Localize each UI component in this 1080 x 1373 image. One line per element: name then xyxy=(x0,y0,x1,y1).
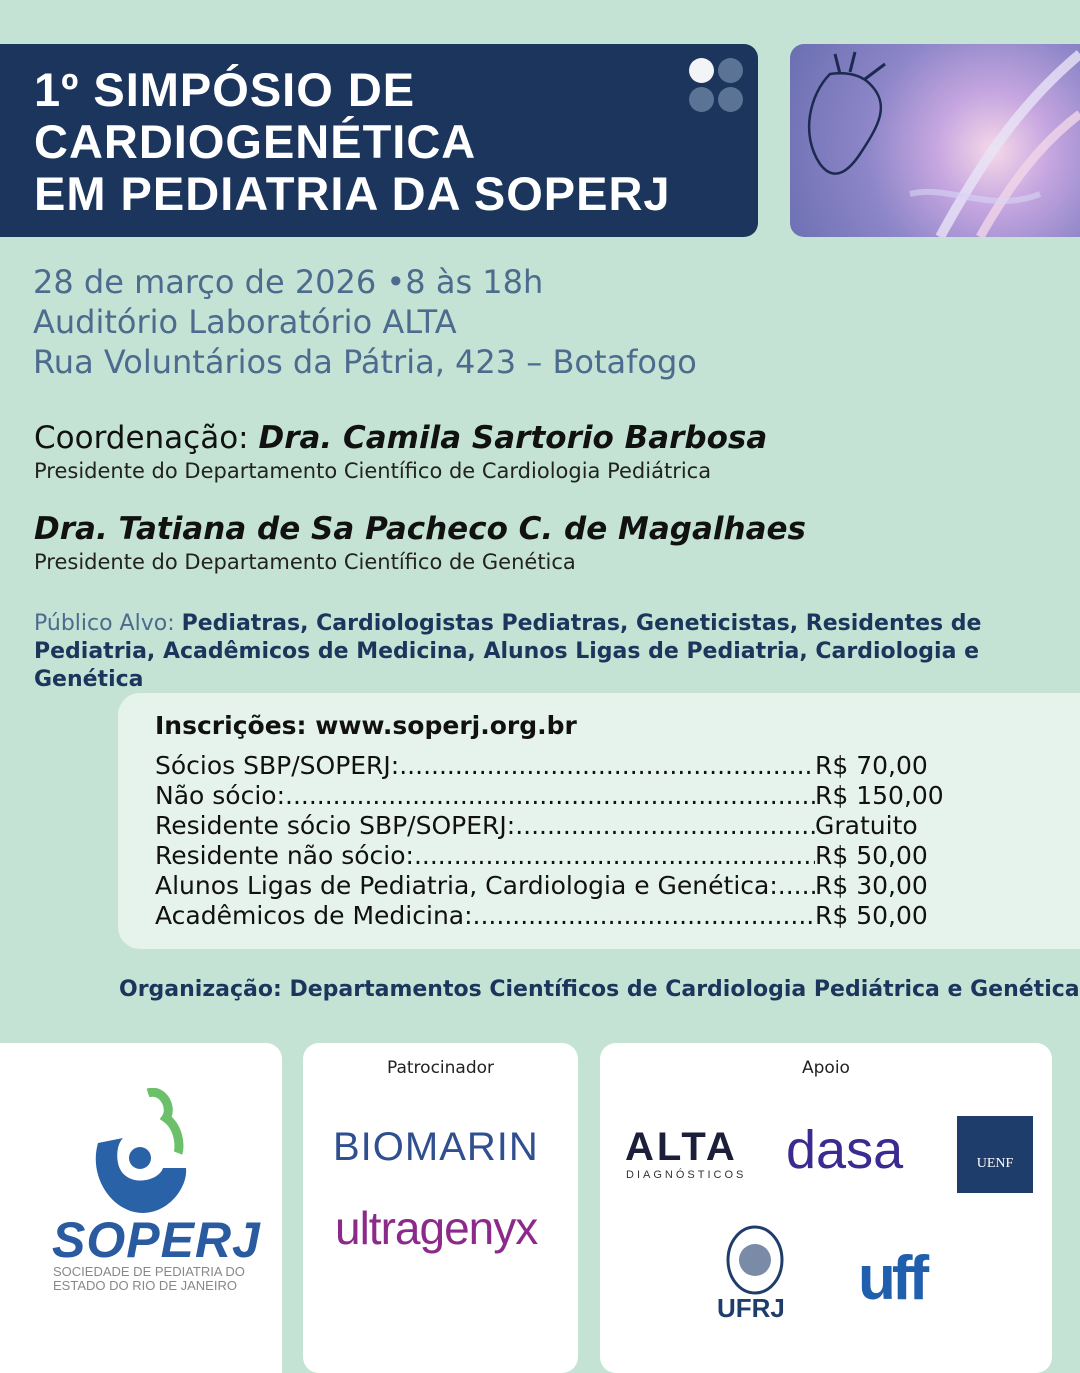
heart-dna-image xyxy=(790,44,1080,237)
price-value: R$ 50,00 xyxy=(815,841,928,870)
coordinator-name: Dra. Camila Sartorio Barbosa xyxy=(258,420,768,456)
alta-logo: ALTA xyxy=(625,1125,738,1169)
price-row xyxy=(155,901,945,931)
dots-decoration-icon xyxy=(689,58,743,112)
tagline-line: SOCIEDADE DE PEDIATRIA DO xyxy=(53,1264,245,1279)
price-row xyxy=(155,811,945,841)
price-label: Acadêmicos de Medicina: xyxy=(155,901,473,930)
ufrj-seal-icon xyxy=(725,1225,785,1295)
price-label: Residente não sócio: xyxy=(155,841,414,870)
soperj-tagline xyxy=(53,1265,245,1293)
price-value: R$ 70,00 xyxy=(815,751,928,780)
registration-panel xyxy=(118,693,1080,949)
organization-text: Organização: Departamentos Científicos de Cardiologia Pediátrica e Genética xyxy=(119,977,1080,1002)
title-banner xyxy=(0,44,758,237)
sponsor-caption: Patrocinador xyxy=(386,1058,495,1078)
price-value: R$ 150,00 xyxy=(815,781,944,810)
alta-subtitle: DIAGNÓSTICOS xyxy=(626,1169,747,1181)
registration-title: Inscrições: www.soperj.org.br xyxy=(155,711,577,740)
price-row xyxy=(155,871,945,901)
price-value: R$ 30,00 xyxy=(815,871,928,900)
soperj-card xyxy=(0,1043,282,1373)
price-label: Alunos Ligas de Pediatria, Cardiologia e Genética: xyxy=(155,871,778,900)
tagline-line: ESTADO DO RIO DE JANEIRO xyxy=(53,1278,237,1293)
audience-label: Público Alvo: xyxy=(34,611,182,636)
price-label: Residente sócio SBP/SOPERJ: xyxy=(155,811,516,840)
soperj-wordmark: SOPERJ xyxy=(52,1212,261,1268)
support-card xyxy=(600,1043,1052,1373)
event-title xyxy=(34,64,671,220)
coordination-line xyxy=(34,420,767,456)
title-line: EM PEDIATRIA DA SOPERJ xyxy=(34,167,671,220)
soperj-logo-icon xyxy=(88,1088,188,1218)
price-label: Não sócio: xyxy=(155,781,285,810)
coordination-label: Coordenação: xyxy=(34,420,259,456)
price-row xyxy=(155,751,945,781)
event-details xyxy=(33,262,697,382)
price-value: Gratuito xyxy=(815,811,918,840)
event-date: 28 de março de 2026 •8 às 18h xyxy=(33,263,544,301)
title-line: CARDIOGENÉTICA xyxy=(34,115,477,168)
biomarin-logo: BIOMARIN xyxy=(333,1125,539,1169)
target-audience xyxy=(34,610,1064,694)
price-label: Sócios SBP/SOPERJ: xyxy=(155,751,400,780)
event-address: Rua Voluntários da Pátria, 423 – Botafogo xyxy=(33,343,697,381)
coordinator-role: Presidente do Departamento Científico de Genética xyxy=(34,550,576,574)
support-caption: Apoio xyxy=(802,1058,850,1078)
event-venue: Auditório Laboratório ALTA xyxy=(33,303,457,341)
uenf-logo: UENF xyxy=(957,1116,1033,1193)
price-row xyxy=(155,841,945,871)
sponsor-card xyxy=(303,1043,578,1373)
title-line: 1º SIMPÓSIO DE xyxy=(34,63,416,116)
uff-logo: uff xyxy=(858,1244,926,1313)
price-value: R$ 50,00 xyxy=(815,901,928,930)
audience-value: Pediatras, Cardiologistas Pediatras, Geneticistas, Residentes de Pediatria, Acadêmicos de Medicina, Alunos Ligas de Pediatria, Cardiologia e Genética xyxy=(34,611,982,692)
dasa-logo: dasa xyxy=(786,1120,904,1180)
heart-dna-illustration-icon xyxy=(790,44,1080,237)
price-row xyxy=(155,781,945,811)
ufrj-logo: UFRJ xyxy=(717,1293,785,1323)
ultragenyx-logo: ultragenyx xyxy=(335,1202,538,1254)
coordinator-name: Dra. Tatiana de Sa Pacheco C. de Magalhaes xyxy=(34,511,806,547)
coordinator-role: Presidente do Departamento Científico de Cardiologia Pediátrica xyxy=(34,459,712,483)
